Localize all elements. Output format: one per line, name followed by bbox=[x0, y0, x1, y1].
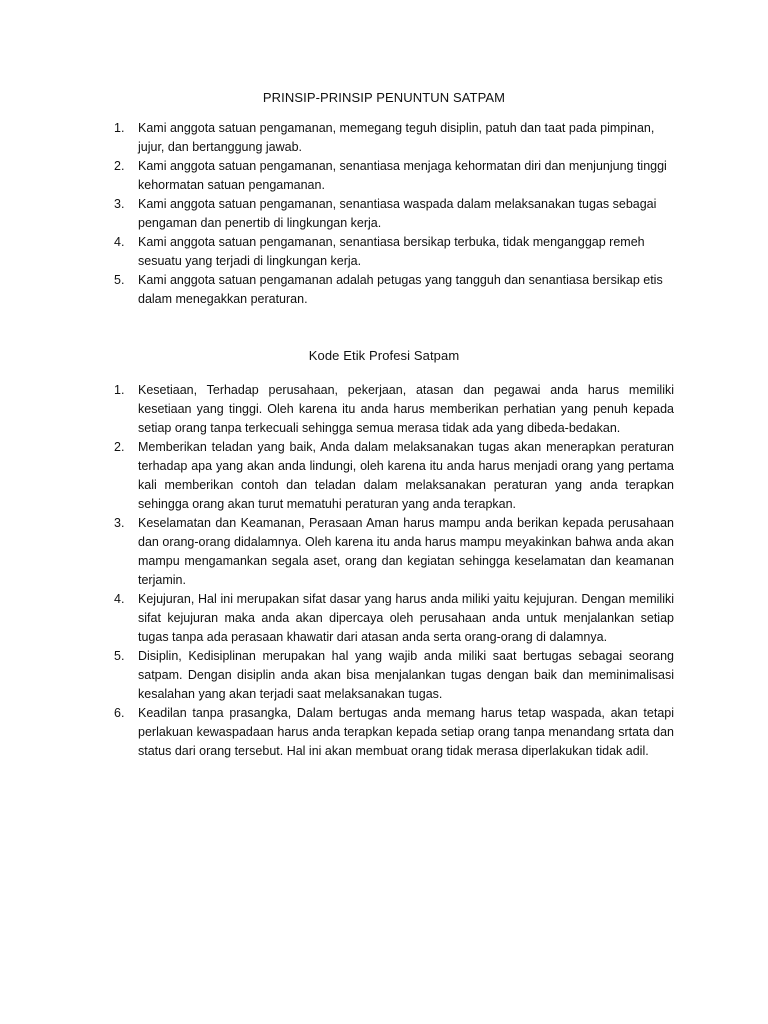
item-number: 3. bbox=[114, 516, 125, 530]
kode-etik-list bbox=[0, 381, 768, 761]
item-number: 3. bbox=[114, 197, 125, 211]
item-text: Keadilan tanpa prasangka, Dalam bertugas anda memang harus tetap waspada, akan tetapi perlakuan kewaspadaan harus anda terapkan kepada setiap orang tanpa menandang srtata dan status dari orang tersebut. Hal ini akan membuat orang tidak merasa diperlakukan tidak adil. bbox=[138, 706, 674, 758]
list-item bbox=[0, 704, 768, 761]
item-text: Kejujuran, Hal ini merupakan sifat dasar yang harus anda miliki yaitu kejujuran. Dengan memiliki sifat kejujuran maka anda akan dipercaya oleh perusahaan anda untuk menjalankan setiap tugas tanpa ada perasaan khawatir dari atasan anda serta orang-orang di dalamnya. bbox=[138, 592, 674, 644]
list-item bbox=[0, 514, 768, 590]
item-number: 4. bbox=[114, 592, 125, 606]
list-item bbox=[0, 647, 768, 704]
item-text: Kami anggota satuan pengamanan, senantiasa bersikap terbuka, tidak menganggap remeh sesuatu yang terjadi di lingkungan kerja. bbox=[138, 235, 645, 268]
list-item bbox=[0, 195, 768, 233]
item-number: 4. bbox=[114, 235, 125, 249]
list-item bbox=[0, 233, 768, 271]
list-item bbox=[0, 381, 768, 438]
item-number: 5. bbox=[114, 273, 125, 287]
item-number: 1. bbox=[114, 121, 125, 135]
item-text: Disiplin, Kedisiplinan merupakan hal yang wajib anda miliki saat bertugas sebagai seorang satpam. Dengan disiplin anda akan bisa menjalankan tugas dengan baik dan meminimalisasi kesalahan yang akan terjadi saat melaksanakan tugas. bbox=[138, 649, 674, 701]
item-text: Kami anggota satuan pengamanan, memegang teguh disiplin, patuh dan taat pada pimpinan, jujur, dan bertanggung jawab. bbox=[138, 121, 655, 154]
item-text: Kami anggota satuan pengamanan, senantiasa menjaga kehormatan diri dan menjunjung tinggi kehormatan satuan pengamanan. bbox=[138, 159, 667, 192]
list-item bbox=[0, 590, 768, 647]
item-text: Memberikan teladan yang baik, Anda dalam melaksanakan tugas akan menerapkan peraturan terhadap apa yang akan anda lindungi, oleh karena itu anda harus menjadi orang yang pertama kali memberikan contoh dan teladan dalam melaksanakan peraturan yang anda terapkan sehingga orang akan turut mematuhi peraturan yang anda terapkan. bbox=[138, 440, 674, 511]
item-number: 2. bbox=[114, 159, 125, 173]
item-text: Kami anggota satuan pengamanan, senantiasa waspada dalam melaksanakan tugas sebagai pengaman dan penertib di lingkungan kerja. bbox=[138, 197, 657, 230]
list-item bbox=[0, 119, 768, 157]
item-number: 5. bbox=[114, 649, 125, 663]
item-number: 2. bbox=[114, 440, 125, 454]
item-number: 6. bbox=[114, 706, 125, 720]
title-kode-etik: Kode Etik Profesi Satpam bbox=[308, 348, 460, 363]
item-text: Keselamatan dan Keamanan, Perasaan Aman harus mampu anda berikan kepada perusahaan dan orang-orang didalamnya. Oleh karena itu anda harus mampu meyakinkan bahwa anda akan mampu mengamankan segala aset, orang dan kegiatan sehingga keselamatan dan keamanan terjamin. bbox=[138, 516, 674, 587]
list-item bbox=[0, 157, 768, 195]
list-item bbox=[0, 438, 768, 514]
list-item bbox=[0, 271, 768, 309]
item-text: Kesetiaan, Terhadap perusahaan, pekerjaan, atasan dan pegawai anda harus memiliki kesetiaan yang tinggi. Oleh karena itu anda harus memberikan perhatian yang penuh kepada setiap orang tanpa terkecuali sehingga semua merasa tidak ada yang dibeda-bedakan. bbox=[138, 383, 674, 435]
item-text: Kami anggota satuan pengamanan adalah petugas yang tangguh dan senantiasa bersikap etis dalam menegakkan peraturan. bbox=[138, 273, 663, 306]
prinsip-list bbox=[0, 119, 768, 309]
item-number: 1. bbox=[114, 383, 125, 397]
title-prinsip-penuntun: PRINSIP-PRINSIP PENUNTUN SATPAM bbox=[262, 90, 506, 105]
